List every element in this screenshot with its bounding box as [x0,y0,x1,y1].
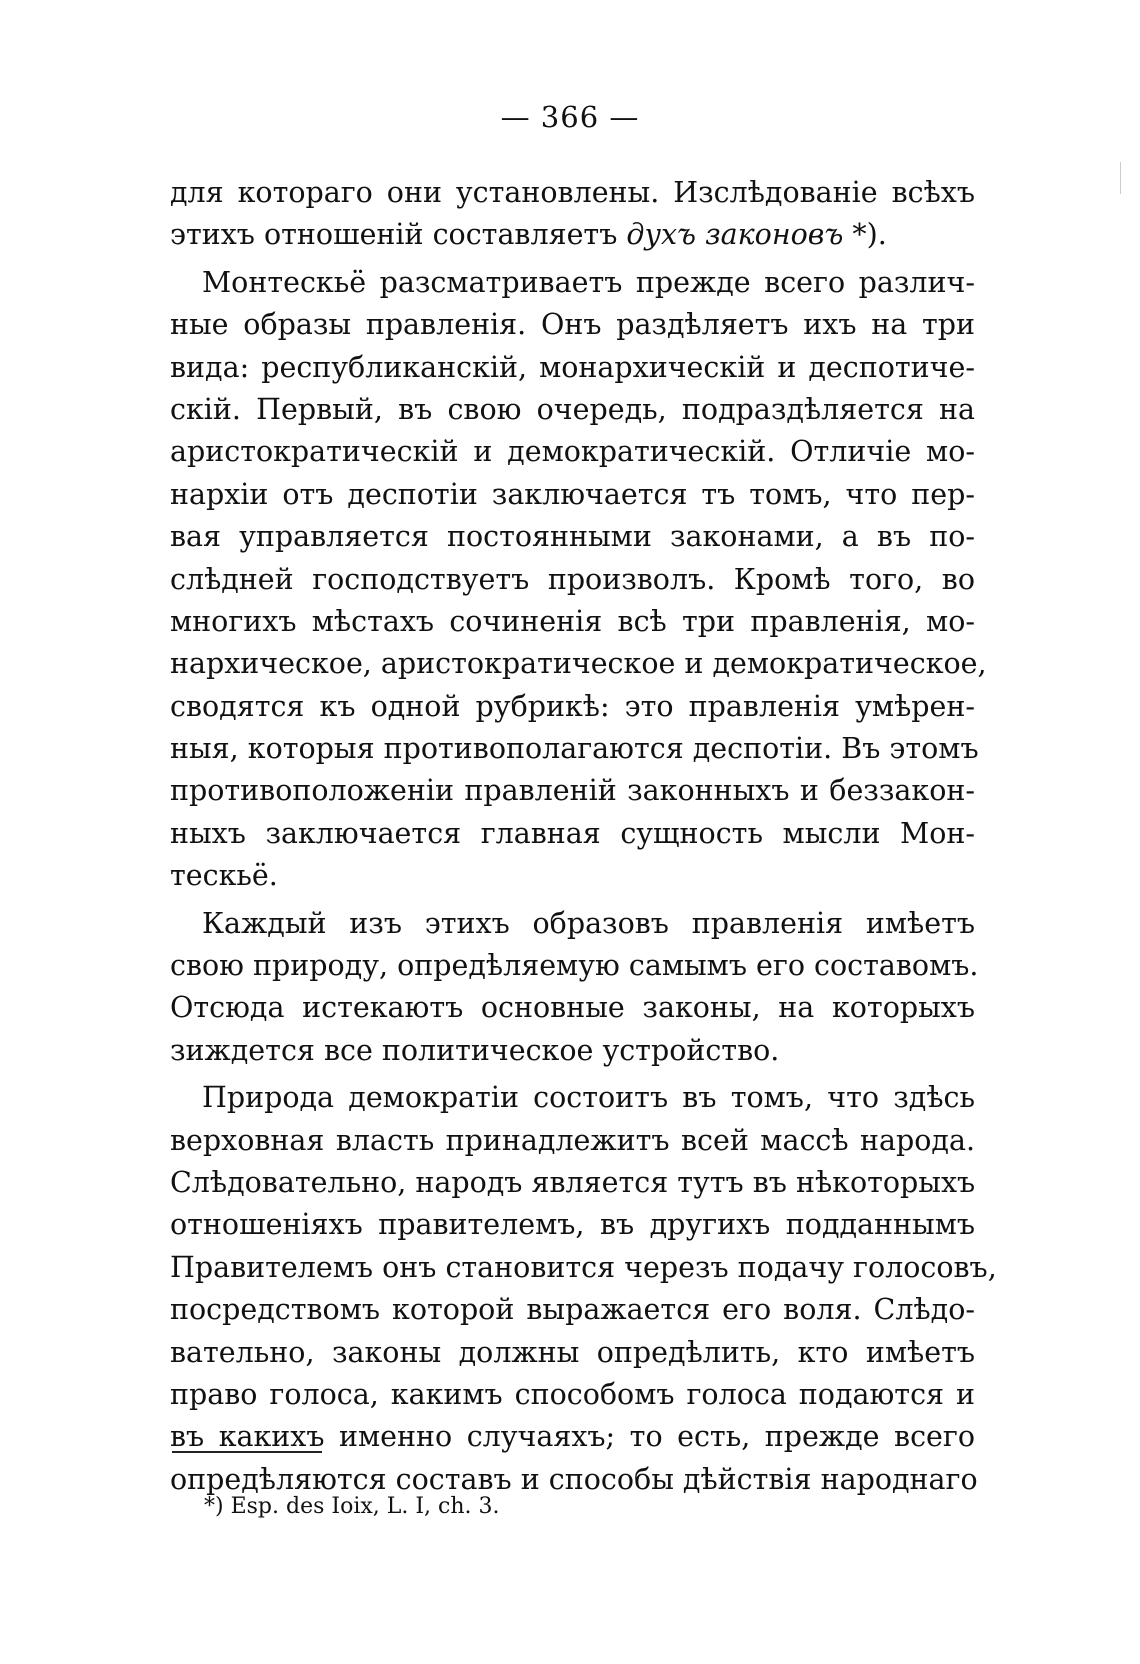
text-line: опредѣляются составъ и способы дѣйствія народнаго [170,1462,978,1496]
footnote: *) Esp. des Ioix, L. I, ch. 3. [204,1494,500,1519]
text-line: скій. Первый, въ свою очередь, подраздѣляется на [170,392,975,426]
text-line: слѣдней господствуетъ произволъ. Кромѣ того, во [170,562,975,596]
text-line: аристократическій и демократическій. Отличіе мо- [170,435,975,469]
text-line: посредствомъ которой выражается его воля. Слѣдо- [170,1293,975,1327]
text-line: для котораго они установлены. Изслѣдованіе всѣхъ [170,176,975,209]
text-line: нархическое, аристократическое и демократическое, [170,647,987,681]
text-line: Монтескьё разсматриваетъ прежде всего различ- [202,265,975,299]
body-text [170,172,997,1501]
text-line: нархіи отъ деспотіи заключается тъ томъ, что пер- [170,477,975,511]
margin-mark [1120,162,1121,194]
text-line: право голоса, какимъ способомъ голоса подаются и [170,1377,975,1411]
footnote-divider [172,1451,322,1453]
text-line: вательно, законы должны опредѣлить, кто имѣетъ [170,1335,975,1369]
text-line: многихъ мѣстахъ сочиненія всѣ три правленія, мо- [170,604,975,638]
text-line: Правителемъ онъ становится черезъ подачу голосовъ, [170,1250,997,1284]
text-fragment: этихъ отношеній составляетъ [170,218,627,252]
text-line: ныхъ заключается главная сущность мысли Мон- [170,816,975,850]
text-line: зиждется все политическое устройство. [170,1033,780,1067]
text-line: ные образы правленія. Онъ раздѣляетъ ихъ на три [170,308,975,342]
text-line: вида: республиканскій, монархическій и деспотиче- [170,350,975,384]
text-line: тескьё. [170,859,278,893]
text-line: противоположеніи правленій законныхъ и беззакон- [170,774,975,808]
text-line: Слѣдовательно, народъ является тутъ въ нѣкоторыхъ [170,1165,976,1199]
text-line: Природа демократіи состоитъ въ томъ, что здѣсь [202,1081,975,1115]
italic-term: духъ законовъ [626,218,844,252]
page-number: — 366 — [500,100,640,134]
text-line: сводятся къ одной рубрикѣ: это правленія умѣрен- [170,689,975,723]
text-line: Отсюда истекаютъ основные законы, на которыхъ [170,991,975,1025]
text-line: отношеніяхъ правителемъ, въ другихъ подданнымъ [170,1208,975,1242]
text-line: свою природу, опредѣляемую самымъ его составомъ. [170,949,979,983]
text-line: ныя, которыя противополагаются деспотіи. Въ этомъ [170,732,979,766]
text-line: въ какихъ именно случаяхъ; то есть, прежде всего [170,1420,975,1454]
text-line: вая управляется постоянными законами, а въ по- [170,520,975,554]
text-line: Каждый изъ этихъ образовъ правленія имѣетъ [202,906,975,940]
text-line: верховная власть принадлежитъ всей массѣ народа. [170,1123,975,1157]
footnote-ref: *). [843,218,887,252]
text-line [170,214,975,256]
